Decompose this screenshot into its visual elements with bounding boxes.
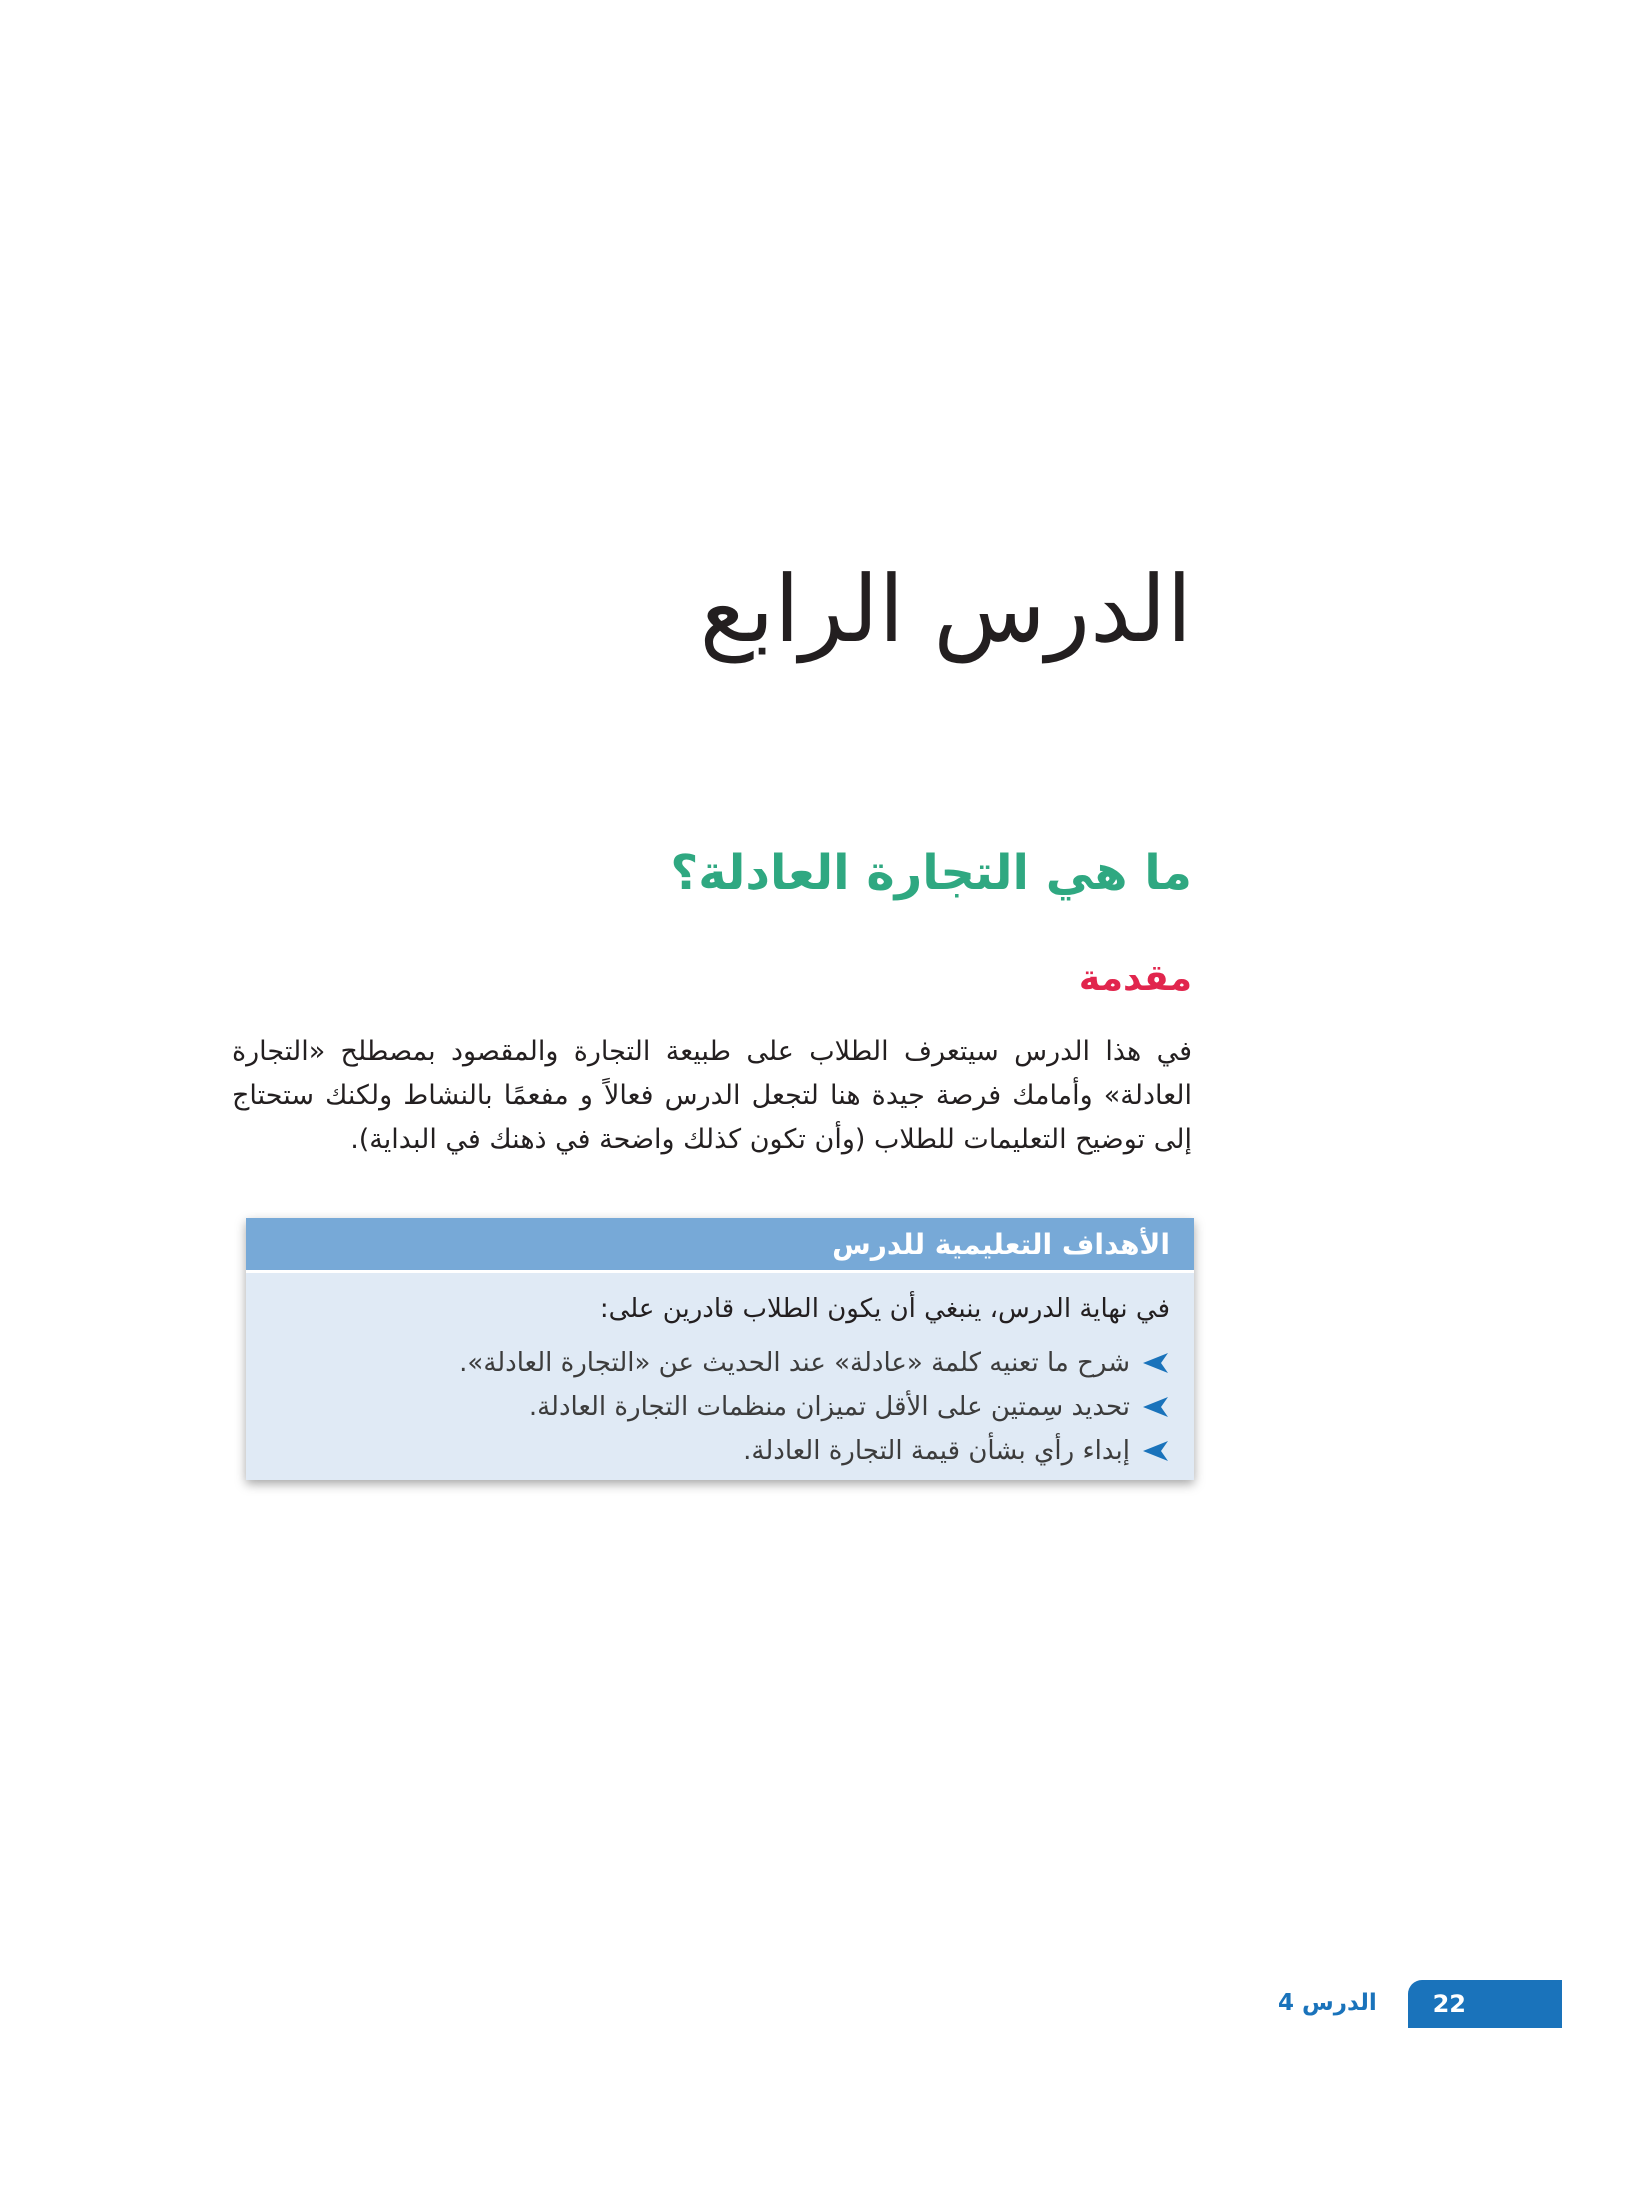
learning-objectives-list	[246, 1341, 1194, 1473]
learning-objectives-title: الأهداف التعليمية للدرس	[832, 1227, 1170, 1261]
objective-item	[270, 1429, 1170, 1473]
arrowhead-left-icon	[1140, 1348, 1170, 1378]
footer-lesson-label: الدرس 4	[1278, 1990, 1377, 2016]
objective-text: تحديد سِمتين على الأقل تميزان منظمات التجارة العادلة.	[528, 1392, 1130, 1422]
objective-item	[270, 1341, 1170, 1385]
page-number: 22	[1432, 1990, 1466, 2018]
objective-text: شرح ما تعنيه كلمة «عادلة» عند الحديث عن «التجارة العادلة».	[459, 1348, 1130, 1378]
arrowhead-left-icon	[1140, 1436, 1170, 1466]
intro-paragraph: في هذا الدرس سيتعرف الطلاب على طبيعة التجارة والمقصود بمصطلح «التجارة العادلة» وأمامك فرصة جيدة هنا لتجعل الدرس فعالاً و مفعمًا بالنشاط ولكنك ستحتاج إلى توضيح التعليمات للطلاب (وأن تكون كذلك واضحة في ذهنك في البداية).	[232, 1036, 1192, 1155]
lesson-title: الدرس الرابع	[699, 556, 1192, 663]
learning-objectives-intro: في نهاية الدرس، ينبغي أن يكون الطلاب قادرين على:	[599, 1294, 1170, 1324]
learning-objectives-box	[246, 1218, 1194, 1480]
page-number-badge	[1408, 1980, 1562, 2028]
section-heading: ما هي التجارة العادلة؟	[670, 845, 1192, 901]
objective-text: إبداء رأي بشأن قيمة التجارة العادلة.	[743, 1436, 1130, 1466]
learning-objectives-header	[246, 1218, 1194, 1273]
objective-item	[270, 1385, 1170, 1429]
arrowhead-left-icon	[1140, 1392, 1170, 1422]
sub-heading: مقدمة	[1078, 958, 1192, 999]
